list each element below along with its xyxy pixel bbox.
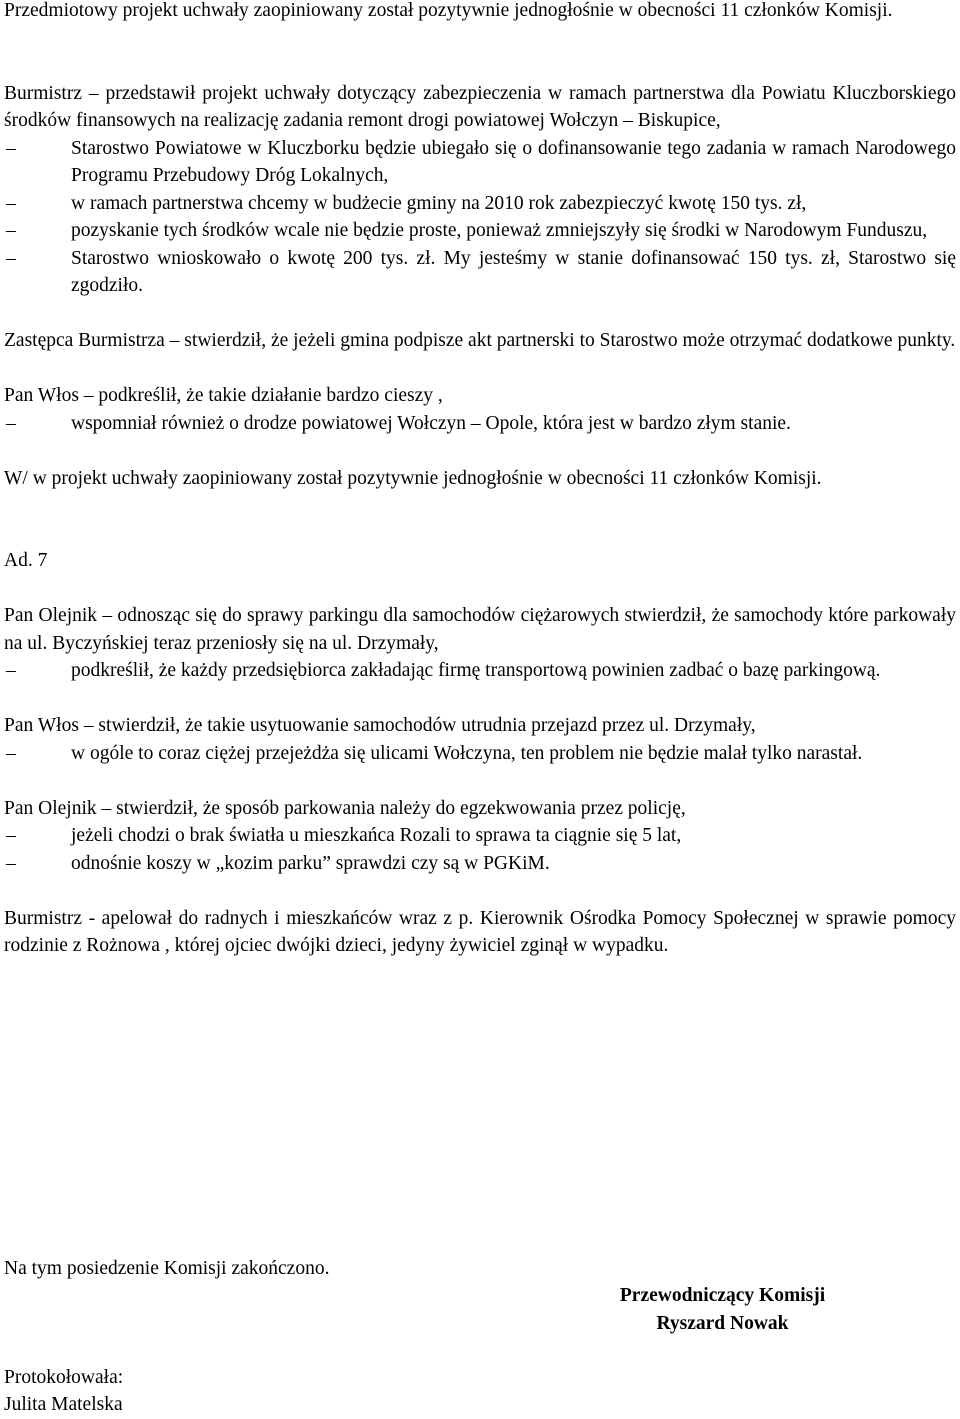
bullet-item: – w ramach partnerstwa chcemy w budżecie gminy na 2010 rok zabezpieczyć kwotę 150 tys. zł, bbox=[4, 190, 956, 218]
bullet-list-2 bbox=[4, 410, 956, 438]
bullet-item: – Starostwo wnioskowało o kwotę 200 tys. zł. My jesteśmy w stanie dofinansować 150 tys. zł, Starostwo się zgodziło. bbox=[4, 245, 956, 300]
paragraph-burmistrz: Burmistrz – przedstawił projekt uchwały dotyczący zabezpieczenia w ramach partnerstwa dla Powiatu Kluczborskiego środków finansowych na realizację zadania remont drogi powiatowej Wołczyn – Biskupice, bbox=[4, 82, 956, 131]
bullet-item: – pozyskanie tych środków wcale nie będzie proste, ponieważ zmniejszyły się środki w Narodowym Funduszu, bbox=[4, 217, 956, 245]
bullet-list-4 bbox=[4, 740, 956, 768]
dash-marker: – bbox=[6, 192, 16, 214]
bullet-item: – wspomniał również o drodze powiatowej Wołczyn – Opole, która jest w bardzo złym stanie. bbox=[4, 410, 956, 438]
recorder-label: Protokołowała: bbox=[4, 1367, 124, 1388]
section-heading-ad7: Ad. 7 bbox=[4, 550, 48, 571]
dash-marker: – bbox=[6, 137, 16, 159]
paragraph-opinion-1: Przedmiotowy projekt uchwały zaopiniowany został pozytywnie jednogłośnie w obecności 11 członków Komisji. bbox=[4, 0, 893, 21]
bullet-item: – Starostwo Powiatowe w Kluczborku będzie ubiegało się o dofinansowanie tego zadania w ramach Narodowego Programu Przebudowy Dróg Lokalnych, bbox=[4, 135, 956, 190]
bullet-item: – jeżeli chodzi o brak światła u mieszkańca Rozali to sprawa ta ciągnie się 5 lat, bbox=[4, 822, 956, 850]
dash-marker: – bbox=[6, 247, 16, 269]
paragraph-wlos-1: Pan Włos – podkreślił, że takie działanie bardzo cieszy , bbox=[4, 385, 443, 406]
paragraph-olejnik-1: Pan Olejnik – odnosząc się do sprawy parkingu dla samochodów ciężarowych stwierdził, że samochody które parkowały na ul. Byczyńskiej teraz przeniosły się na ul. Drzymały, bbox=[4, 605, 956, 654]
dash-marker: – bbox=[6, 852, 16, 874]
bullet-list-1 bbox=[4, 135, 956, 300]
bullet-list-5 bbox=[4, 822, 956, 877]
dash-marker: – bbox=[6, 825, 16, 846]
paragraph-burmistrz-appeal: Burmistrz - apelował do radnych i mieszkańców wraz z p. Kierownik Ośrodka Pomocy Społecznej w sprawie pomocy rodzinie z Rożnowa , której ojciec dwójki dzieci, jedyny żywiciel zginął w wypadku. bbox=[4, 907, 956, 956]
signature-title: Przewodniczący Komisji bbox=[619, 1285, 826, 1306]
dash-marker: – bbox=[6, 742, 16, 764]
paragraph-wlos-2: Pan Włos – stwierdził, że takie usytuowanie samochodów utrudnia przejazd przez ul. Drzymały, bbox=[4, 715, 756, 736]
recorder-name: Julita Matelska bbox=[4, 1394, 123, 1415]
signature-name: Ryszard Nowak bbox=[656, 1313, 789, 1334]
dash-marker: – bbox=[6, 412, 16, 434]
dash-marker: – bbox=[6, 660, 16, 681]
paragraph-opinion-2: W/ w projekt uchwały zaopiniowany został pozytywnie jednogłośnie w obecności 11 członków Komisji. bbox=[4, 467, 822, 489]
bullet-list-3 bbox=[4, 657, 956, 685]
document-page bbox=[4, 0, 956, 960]
dash-marker: – bbox=[6, 220, 16, 241]
bullet-item: – odnośnie koszy w „kozim parku” sprawdzi czy są w PGKiM. bbox=[4, 850, 956, 878]
paragraph-olejnik-2: Pan Olejnik – stwierdził, że sposób parkowania należy do egzekwowania przez policję, bbox=[4, 797, 686, 819]
bullet-item: – w ogóle to coraz ciężej przejeżdża się ulicami Wołczyna, ten problem nie będzie malał tylko narastał. bbox=[4, 740, 956, 768]
paragraph-zastepca: Zastępca Burmistrza – stwierdził, że jeżeli gmina podpisze akt partnerski to Starostwo może otrzymać dodatkowe punkty. bbox=[4, 330, 956, 351]
closing-line: Na tym posiedzenie Komisji zakończono. bbox=[4, 1258, 330, 1279]
bullet-item: – podkreślił, że każdy przedsiębiorca zakładając firmę transportową powinien zadbać o bazę parkingową. bbox=[4, 657, 956, 685]
